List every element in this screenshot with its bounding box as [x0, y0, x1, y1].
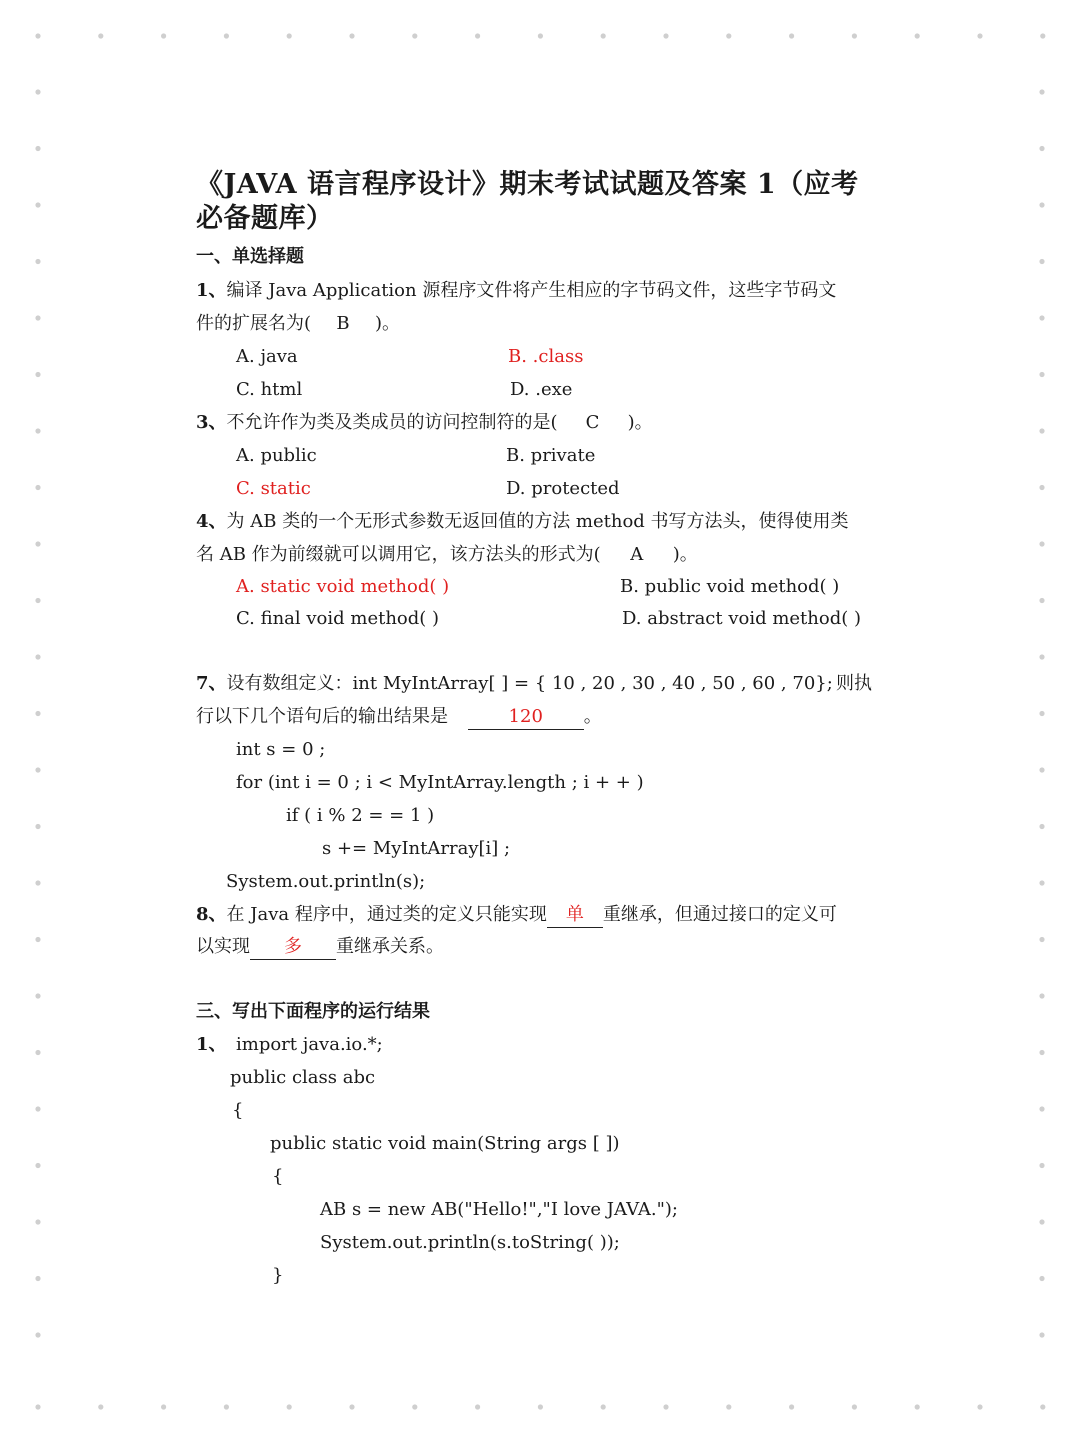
- border-dot: [915, 33, 920, 38]
- border-dot: [35, 372, 40, 377]
- border-dot: [35, 428, 40, 433]
- option: C. html: [236, 379, 303, 400]
- border-dot: [1039, 428, 1044, 433]
- option-correct: A. static void method( ): [236, 576, 450, 597]
- question-7-line-1: [196, 667, 833, 700]
- border-dot: [1039, 711, 1044, 716]
- answer: C: [585, 412, 600, 433]
- question-text: )。: [375, 313, 401, 334]
- option-correct: C. static: [236, 478, 311, 499]
- border-dot: [35, 1163, 40, 1168]
- border-dot: [349, 1404, 354, 1409]
- question-3-line: [196, 406, 653, 439]
- question-text: 为 AB 类的一个无形式参数无返回值的方法 method 书写方法头，使得使用类: [226, 511, 849, 532]
- border-dot: [1039, 654, 1044, 659]
- question-text: 不允许作为类及类成员的访问控制符的是(: [226, 412, 558, 433]
- code-line: s += MyIntArray[i] ;: [322, 838, 511, 859]
- code-line: if ( i % 2 = = 1 ): [286, 805, 435, 826]
- code-line: AB s = new AB("Hello!","I love JAVA.");: [320, 1199, 678, 1220]
- border-dot: [538, 1404, 543, 1409]
- border-dot: [1039, 541, 1044, 546]
- border-dot: [35, 824, 40, 829]
- border-dot: [35, 146, 40, 151]
- question-text: 以实现: [196, 936, 250, 957]
- border-dot: [1039, 89, 1044, 94]
- border-dot: [1039, 146, 1044, 151]
- section-program-output: 三、写出下面程序的运行结果: [196, 1001, 430, 1022]
- question-text: 名 AB 作为前缀就可以调用它，该方法头的形式为(: [196, 544, 601, 565]
- border-dot: [35, 711, 40, 716]
- border-dot: [35, 1219, 40, 1224]
- border-dot: [35, 880, 40, 885]
- option: B. private: [506, 445, 596, 466]
- question-number: 4、: [196, 511, 227, 532]
- question-1-line-1: [196, 274, 836, 307]
- border-dot: [915, 1404, 920, 1409]
- border-dot: [1039, 767, 1044, 772]
- border-dot: [161, 33, 166, 38]
- code-line: import java.io.*;: [236, 1034, 383, 1055]
- border-dot: [1039, 315, 1044, 320]
- border-dot: [35, 1106, 40, 1111]
- border-dot: [852, 1404, 857, 1409]
- question-4-line-2: [196, 538, 698, 571]
- border-dot: [98, 33, 103, 38]
- option: C. final void method( ): [236, 608, 440, 629]
- border-dot: [1040, 1404, 1045, 1409]
- question-text: 行以下几个语句后的输出结果是: [196, 706, 448, 727]
- section-single-choice: 一、单选择题: [196, 246, 304, 267]
- code-line: }: [272, 1265, 284, 1286]
- border-dot: [287, 33, 292, 38]
- exam-document: [196, 168, 886, 1286]
- border-dot: [35, 767, 40, 772]
- border-dot: [1039, 1163, 1044, 1168]
- border-dot: [601, 33, 606, 38]
- border-dot: [35, 654, 40, 659]
- title-line-1: 《JAVA 语言程序设计》期末考试试题及答案 1（应考: [196, 169, 859, 200]
- border-dot: [1039, 372, 1044, 377]
- border-dot: [35, 1404, 40, 1409]
- border-dot: [1039, 485, 1044, 490]
- border-dot: [1039, 1219, 1044, 1224]
- border-dot: [35, 259, 40, 264]
- answer: A: [630, 544, 644, 565]
- code-line: {: [232, 1100, 244, 1121]
- border-dot: [224, 1404, 229, 1409]
- border-dot: [35, 315, 40, 320]
- question-7-line-2: [196, 700, 602, 733]
- border-dot: [475, 1404, 480, 1409]
- border-dot: [601, 1404, 606, 1409]
- option: D. abstract void method( ): [622, 608, 862, 629]
- border-dot: [1039, 259, 1044, 264]
- border-dot: [663, 33, 668, 38]
- question-number: 3、: [196, 412, 227, 433]
- code-line: {: [272, 1166, 284, 1187]
- border-dot: [789, 1404, 794, 1409]
- border-dot: [35, 541, 40, 546]
- question-number: 8、: [196, 904, 227, 925]
- question-text: )。: [672, 544, 698, 565]
- border-dot: [852, 33, 857, 38]
- code-line: for (int i = 0 ; i < MyIntArray.length ; i + + ): [236, 772, 644, 793]
- border-dot: [35, 1332, 40, 1337]
- border-dot: [663, 1404, 668, 1409]
- question-number: 7、: [196, 673, 227, 694]
- border-dot: [538, 33, 543, 38]
- border-dot: [1039, 1332, 1044, 1337]
- border-dot: [1040, 33, 1045, 38]
- option: B. public void method( ): [620, 576, 840, 597]
- border-dot: [977, 33, 982, 38]
- border-dot: [475, 33, 480, 38]
- border-dot: [412, 33, 417, 38]
- border-dot: [1039, 824, 1044, 829]
- border-dot: [98, 1404, 103, 1409]
- border-dot: [1039, 1276, 1044, 1281]
- question-4-line-1: [196, 505, 849, 538]
- question-text: 重继承关系。: [336, 936, 444, 957]
- fill-blank: [468, 705, 584, 730]
- code-line: public class abc: [230, 1067, 376, 1088]
- border-dot: [1039, 1106, 1044, 1111]
- option: A. java: [236, 346, 298, 367]
- question-text: 重继承，但通过接口的定义可: [602, 904, 837, 925]
- border-dot: [1039, 598, 1044, 603]
- title-line-2: 必备题库）: [196, 203, 334, 234]
- answer: 120: [508, 706, 543, 727]
- border-dot: [1039, 937, 1044, 942]
- border-dot: [35, 202, 40, 207]
- border-dot: [35, 1050, 40, 1055]
- border-dot: [789, 33, 794, 38]
- border-dot: [977, 1404, 982, 1409]
- question-text: 设有数组定义：int MyIntArray[ ] = { 10 , 20 , 30 , 40 , 50 , 60 , 70};: [226, 673, 833, 694]
- option-correct: B. .class: [508, 346, 584, 367]
- fill-blank: [250, 935, 336, 960]
- question-text: 件的扩展名为(: [196, 313, 312, 334]
- question-text: 。: [583, 706, 602, 727]
- question-text: 编译 Java Application 源程序文件将产生相应的字节码文件，这些字节码文: [226, 280, 837, 301]
- border-dot: [35, 598, 40, 603]
- border-dot: [349, 33, 354, 38]
- question-number: 1、: [196, 280, 227, 301]
- border-dot: [726, 33, 731, 38]
- question-text: 在 Java 程序中，通过类的定义只能实现: [226, 904, 547, 925]
- border-dot: [35, 485, 40, 490]
- question-8-line-1: [196, 898, 837, 931]
- option: A. public: [236, 445, 317, 466]
- question-1-line-2: [196, 307, 400, 340]
- question-number: 1、: [196, 1034, 227, 1055]
- border-dot: [412, 1404, 417, 1409]
- question-7-line-1-end: 则执: [836, 673, 872, 694]
- option: D. .exe: [510, 379, 573, 400]
- border-dot: [35, 33, 40, 38]
- border-dot: [35, 1276, 40, 1281]
- question-8-line-2: [196, 930, 444, 963]
- answer: B: [336, 313, 350, 334]
- answer: 多: [284, 936, 302, 957]
- border-dot: [1039, 993, 1044, 998]
- border-dot: [35, 993, 40, 998]
- border-dot: [1039, 202, 1044, 207]
- border-dot: [287, 1404, 292, 1409]
- code-line: System.out.println(s);: [226, 871, 426, 892]
- code-line: public static void main(String args [ ]): [270, 1133, 620, 1154]
- border-dot: [224, 33, 229, 38]
- border-dot: [1039, 880, 1044, 885]
- page-title: [196, 168, 886, 236]
- code-line: int s = 0 ;: [236, 739, 326, 760]
- question-text: )。: [627, 412, 653, 433]
- border-dot: [726, 1404, 731, 1409]
- option: D. protected: [506, 478, 620, 499]
- code-line: System.out.println(s.toString( ));: [320, 1232, 620, 1253]
- border-dot: [35, 89, 40, 94]
- fill-blank: [547, 903, 603, 928]
- border-dot: [161, 1404, 166, 1409]
- border-dot: [1039, 1050, 1044, 1055]
- border-dot: [35, 937, 40, 942]
- answer: 单: [565, 904, 584, 925]
